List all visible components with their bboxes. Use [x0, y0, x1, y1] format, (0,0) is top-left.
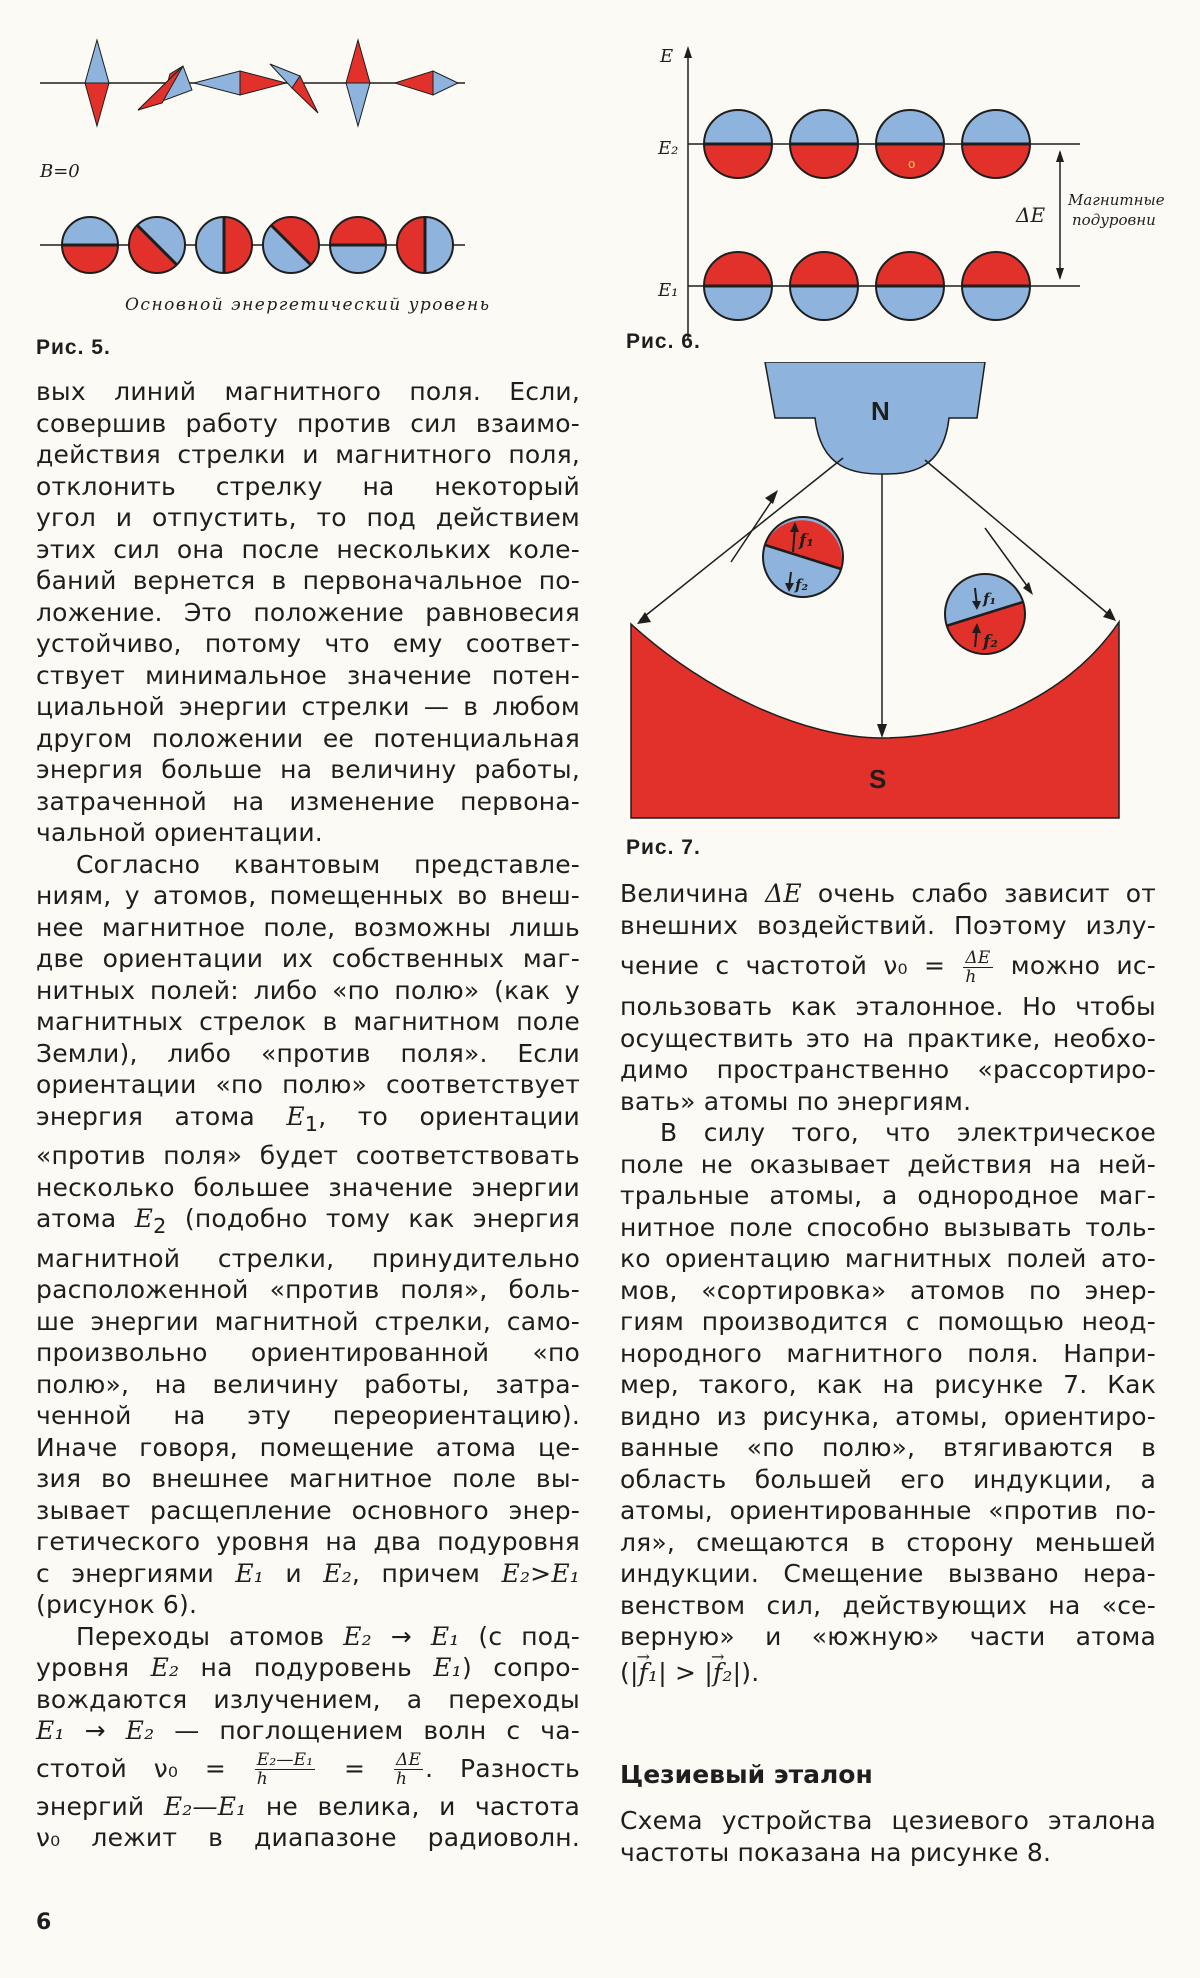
atom-circle-2	[129, 217, 185, 273]
text-line: осуществить это на практике, необхо-	[620, 1023, 1156, 1053]
text-line: венством сил, действующих на «се-	[620, 1590, 1156, 1620]
north-pole-label: N	[871, 396, 890, 426]
text-line: вать» атомы по энергиям.	[620, 1086, 972, 1116]
math-var: E₁	[433, 1653, 462, 1682]
e1-circle-3	[876, 252, 944, 320]
text-line	[36, 1558, 580, 1590]
math-op: >	[530, 1558, 552, 1588]
text-line: (рисунок 6).	[36, 1590, 198, 1619]
math-op: →	[84, 1716, 106, 1745]
compass-needle-4	[270, 64, 318, 113]
atom1-f2-label: f₂	[795, 576, 809, 594]
text-line: мер, такого, как на рисунке 7. Как	[620, 1370, 1156, 1399]
text-line	[620, 1653, 1156, 1693]
right-column-section	[620, 1805, 1156, 1868]
text-line: ложение. Это положение равновесия	[36, 597, 580, 627]
atom2-f2-label: f₂	[983, 632, 998, 652]
text-line: атомы, ориентированные «против по-	[620, 1496, 1156, 1525]
text-fragment: Переходы атомов	[76, 1621, 344, 1651]
math-var: E₂	[501, 1558, 531, 1588]
fraction-denominator: h	[965, 966, 977, 987]
e2-level-label: E₂	[658, 138, 679, 159]
math-op: =	[204, 1753, 227, 1783]
text-line	[36, 1101, 580, 1141]
text-fragment: стотой	[36, 1753, 154, 1783]
text-line: ченной на эту переориентацию).	[36, 1401, 580, 1430]
text-line: пользовать как эталонное. Но чтобы	[620, 992, 1156, 1021]
text-line	[36, 1822, 580, 1854]
axis-label: E	[660, 46, 674, 67]
fraction	[394, 1751, 423, 1788]
page-number: 6	[36, 1910, 52, 1935]
math-var: E₂—E₁	[163, 1791, 247, 1821]
atom2-f1-label: f₁	[983, 590, 997, 608]
math-sub: 2	[153, 1214, 167, 1238]
text-line: Согласно квантовым представле-	[76, 849, 580, 879]
text-line: чальной ориентации.	[36, 818, 323, 847]
text-line: магнитной стрелки, принудительно	[36, 1243, 580, 1273]
figure-6-caption: Рис. 6.	[626, 330, 701, 353]
text-line: тральные атомы, а однородное маг-	[620, 1181, 1156, 1210]
right-paragraph-2	[620, 1117, 1156, 1693]
text-line: отклонить стрелку на некоторый	[36, 471, 580, 501]
e2-circle-2	[790, 110, 858, 178]
figure-5	[0, 30, 600, 360]
math-var: E₂	[150, 1653, 180, 1682]
compass-needle-1	[85, 40, 109, 126]
north-pole-magnet	[765, 362, 985, 474]
compass-needle-6	[395, 71, 458, 95]
math-var: ν₀ =	[883, 951, 946, 980]
e1-circle-1	[704, 252, 772, 320]
vector-f1: → f₁	[639, 1653, 659, 1693]
sublevels-label-2: подуровни	[1072, 211, 1156, 229]
text-line: гетического уровня на два подуровня	[36, 1527, 580, 1556]
fraction-numerator: E₂—E₁	[256, 1750, 314, 1770]
atom-circle-5	[330, 217, 386, 273]
left-column	[36, 376, 580, 1854]
atom-circle-1	[62, 217, 118, 273]
text-line: ванные «по полю», втягиваются в	[620, 1433, 1156, 1462]
fraction-numerator: ΔE	[395, 1750, 422, 1770]
text-line: поле не оказывает действия на ней-	[620, 1149, 1156, 1179]
right-column	[620, 878, 1156, 1693]
text-line: две ориентации их собственных маг-	[36, 944, 580, 973]
delta-e-label: ΔE	[1016, 203, 1046, 227]
math-var: E₂	[125, 1716, 155, 1745]
text-line: ориентации «по полю» соответствует	[36, 1070, 580, 1099]
text-line: нитное поле способно вызывать толь-	[620, 1212, 1156, 1242]
text-line: нитных полей: либо «по полю» (как у	[36, 975, 580, 1005]
text-line	[36, 1621, 580, 1653]
left-paragraph-3	[36, 1621, 580, 1854]
text-fragment: Величина	[620, 879, 766, 908]
text-line: индукции. Смещение вызвано нера-	[620, 1559, 1156, 1588]
text-line: гиям производится с помощью неод-	[620, 1307, 1156, 1336]
figure-7-caption: Рис. 7.	[626, 836, 701, 859]
text-fragment: не велика, и частота	[246, 1791, 580, 1821]
text-fragment: на подуровень	[179, 1653, 434, 1682]
text-line: Схема устройства цезиевого эталона	[620, 1806, 1156, 1835]
text-line: видно из рисунка, атомы, ориентиро-	[620, 1401, 1156, 1431]
fraction-numerator: ΔE	[965, 947, 991, 968]
text-fragment: (подобно тому как энергия	[166, 1204, 580, 1233]
right-paragraph-1	[620, 878, 1156, 1117]
text-line: В силу того, что электрическое	[660, 1118, 1156, 1147]
text-line: верную» и «южную» части атома	[620, 1622, 1156, 1651]
atom-circle-6	[397, 217, 453, 273]
vector-f2: → f₂	[713, 1653, 733, 1693]
text-fragment: чение с частотой	[620, 951, 884, 980]
text-line	[620, 941, 1156, 991]
text-line: ствует минимальное значение потен-	[36, 660, 580, 690]
text-line: Земли), либо «против поля». Если	[36, 1038, 580, 1068]
fraction-denominator: h	[256, 1769, 268, 1789]
text-line: расположенной «против поля», боль-	[36, 1275, 580, 1304]
figure-6	[640, 40, 1200, 340]
section-heading: Цезиевый эталон	[620, 1760, 873, 1789]
text-fragment: , причем	[351, 1558, 502, 1588]
e1-level-label: E₁	[658, 280, 679, 301]
text-fragment: атома	[36, 1204, 135, 1233]
text-line: частоты показана на рисунке 8.	[620, 1837, 1052, 1867]
e2-dot-label: o	[908, 157, 916, 171]
south-pole-label: S	[869, 764, 887, 794]
b-zero-label: B=0	[40, 161, 80, 182]
text-line: произвольно ориентированной «по	[36, 1338, 580, 1367]
math-var: ΔE	[765, 879, 802, 908]
ground-level-label: Основной энергетический уровень	[125, 295, 491, 315]
fraction	[963, 949, 992, 986]
text-fragment: (с под-	[459, 1621, 580, 1651]
text-fragment: можно ис-	[994, 951, 1156, 980]
text-line: зывает расщепление основного энер-	[36, 1495, 580, 1525]
axis-arrowhead	[684, 46, 692, 58]
text-line: баний вернется в первоначальное по-	[36, 566, 580, 595]
text-line	[36, 1791, 580, 1823]
text-line	[36, 1747, 580, 1791]
text-line: зия во внешнее магнитное поле вы-	[36, 1464, 580, 1493]
text-line: ля», смещаются в сторону меньшей	[620, 1527, 1156, 1557]
math-var: E	[286, 1101, 305, 1131]
text-line: вождаются излучением, а переходы	[36, 1684, 580, 1714]
e1-circle-2	[790, 252, 858, 320]
right-paragraph-3	[620, 1805, 1156, 1868]
atom-along-field	[945, 574, 1025, 654]
text-line	[36, 1203, 580, 1243]
text-line: несколько большее значение энергии	[36, 1172, 580, 1202]
text-line: ниям, у атомов, помещенных во внеш-	[36, 881, 580, 910]
text-line: магнитных стрелок в магнитном поле	[36, 1007, 580, 1036]
text-line: внешних воздействий. Поэтому излу-	[620, 910, 1156, 940]
math-var: E₁	[430, 1621, 460, 1651]
fraction-denominator: h	[395, 1769, 408, 1789]
text-fragment: (|	[620, 1657, 639, 1687]
e2-circle-1	[704, 110, 772, 178]
text-fragment: и	[264, 1558, 324, 1588]
text-line: устойчиво, потому что ему соответ-	[36, 629, 580, 658]
e2-circle-3	[876, 110, 944, 178]
text-fragment: энергия атома	[36, 1101, 287, 1131]
e2-circle-4	[962, 110, 1030, 178]
math-op: =	[344, 1753, 366, 1783]
figure-7	[625, 362, 1165, 832]
text-line	[36, 1652, 580, 1684]
math-var: E₂	[343, 1621, 372, 1651]
text-line: Иначе говоря, помещение атома це-	[36, 1432, 580, 1462]
text-fragment: | > |	[658, 1657, 713, 1687]
text-line: совершив работу против сил взаимо-	[36, 408, 580, 438]
left-paragraph-1	[36, 376, 580, 849]
text-line: ше энергии магнитной стрелки, само-	[36, 1306, 580, 1336]
text-line: нее магнитное поле, возможны лишь	[36, 912, 580, 942]
text-line: димо пространственно «рассортиро-	[620, 1055, 1156, 1084]
text-line: затраченной на изменение первона-	[36, 786, 580, 816]
text-line: циальной энергии стрелки — в любом	[36, 692, 580, 721]
text-fragment: .	[425, 1753, 434, 1783]
math-var: ν₀	[153, 1753, 179, 1783]
math-var: ν₀	[36, 1823, 61, 1852]
math-op: →	[390, 1621, 412, 1651]
text-fragment: с энергиями	[36, 1558, 236, 1588]
math-var: E	[134, 1204, 154, 1233]
text-fragment: Разность	[460, 1753, 580, 1783]
text-fragment: |).	[732, 1657, 760, 1687]
text-line: «против поля» будет соответствовать	[36, 1141, 580, 1170]
text-line: другом положении ее потенциальная	[36, 723, 580, 753]
text-line	[620, 878, 1156, 910]
text-fragment: лежит в диапазоне радиоволн.	[60, 1823, 580, 1852]
atom-circle-3	[196, 217, 252, 273]
e1-circle-4	[962, 252, 1030, 320]
math-sub: 1	[304, 1111, 319, 1136]
text-line	[36, 1715, 580, 1747]
text-line: вых линий магнитного поля. Если,	[36, 377, 580, 406]
figure-5-caption: Рис. 5.	[36, 336, 111, 359]
text-fragment: — поглощением волн с ча-	[154, 1716, 580, 1745]
math-var: E₂	[323, 1558, 352, 1588]
math-var: E₁	[235, 1558, 265, 1588]
left-paragraph-2	[36, 849, 580, 1621]
text-line: полю», на величину работы, затра-	[36, 1369, 580, 1399]
text-line: мов, «сортировка» атомов по энер-	[620, 1275, 1156, 1305]
text-line: ко ориентацию магнитных полей ато-	[620, 1244, 1156, 1273]
compass-needle-3	[194, 71, 286, 95]
text-line: угол и отпустить, то под действием	[36, 503, 580, 532]
math-var: E₁	[36, 1716, 65, 1745]
compass-needle-2	[138, 66, 192, 110]
fraction	[255, 1751, 315, 1788]
atom1-f1-label: f₁	[799, 531, 814, 551]
text-fragment: , то ориентации	[318, 1101, 580, 1131]
text-line: нородного магнитного поля. Напри-	[620, 1338, 1156, 1368]
atom-circle-4	[263, 217, 319, 273]
text-fragment: энергий	[36, 1791, 164, 1821]
text-fragment: ) сопро-	[461, 1653, 580, 1682]
text-fragment: очень слабо зависит от	[801, 879, 1156, 908]
compass-needle-5	[346, 40, 370, 126]
text-line: этих сил она после нескольких коле-	[36, 534, 580, 564]
sublevels-label-1: Магнитные	[1068, 191, 1165, 209]
text-line: действия стрелки и магнитного поля,	[36, 440, 580, 469]
south-pole-magnet	[631, 622, 1119, 818]
text-line: энергия больше на величину работы,	[36, 755, 580, 784]
math-var: E₁	[551, 1558, 580, 1588]
text-fragment: уровня	[36, 1653, 151, 1682]
text-line: область большей его индукции, а	[620, 1464, 1156, 1494]
atom-against-field	[763, 517, 843, 597]
